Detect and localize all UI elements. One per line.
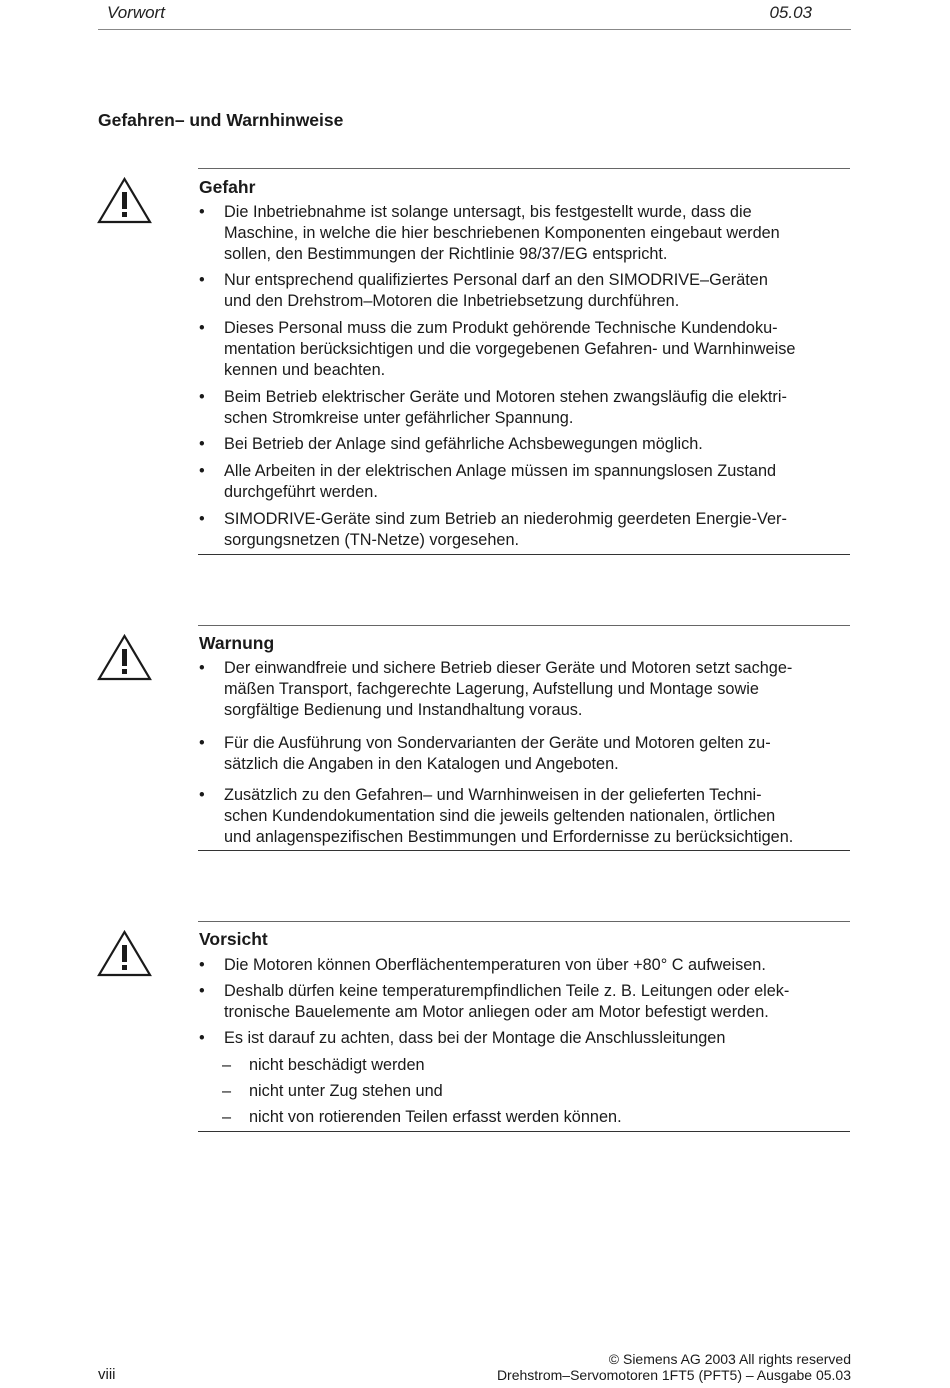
bullet: • <box>199 388 205 406</box>
dash: – <box>222 1056 232 1074</box>
bullet: • <box>199 982 205 1000</box>
bullet: • <box>199 271 205 289</box>
footer-document-title: Drehstrom–Servomotoren 1FT5 (PFT5) – Ausgabe 05.03 <box>496 1367 851 1383</box>
bullet: • <box>199 734 205 752</box>
bullet: • <box>199 956 205 974</box>
gefahr-title: Gefahr <box>199 177 256 197</box>
bullet: • <box>199 786 205 804</box>
section-title: Gefahren– und Warnhinweise <box>98 110 344 130</box>
warning-triangle-icon <box>97 929 152 977</box>
page-number: viii <box>98 1366 116 1383</box>
vorsicht-title: Vorsicht <box>199 929 268 949</box>
dash: – <box>222 1108 232 1126</box>
bullet: • <box>199 659 205 677</box>
warning-triangle-icon <box>97 176 152 224</box>
warnung-bottom-rule <box>198 850 850 851</box>
header-divider <box>98 29 851 30</box>
bullet: • <box>199 1029 205 1047</box>
bullet: • <box>199 462 205 480</box>
bullet: • <box>199 319 205 337</box>
header-date: 05.03 <box>769 3 812 22</box>
bullet: • <box>199 435 205 453</box>
vorsicht-top-rule <box>198 921 850 922</box>
warning-triangle-icon <box>97 633 152 681</box>
bullet: • <box>199 510 205 528</box>
gefahr-top-rule <box>198 168 850 169</box>
header-chapter-title: Vorwort <box>107 3 165 22</box>
warnung-top-rule <box>198 625 850 626</box>
bullet: • <box>199 203 205 221</box>
warnung-title: Warnung <box>199 633 275 653</box>
dash: – <box>222 1082 232 1100</box>
vorsicht-bottom-rule <box>198 1131 850 1132</box>
gefahr-bottom-rule <box>198 554 850 555</box>
footer-copyright: © Siemens AG 2003 All rights reserved <box>608 1351 851 1367</box>
